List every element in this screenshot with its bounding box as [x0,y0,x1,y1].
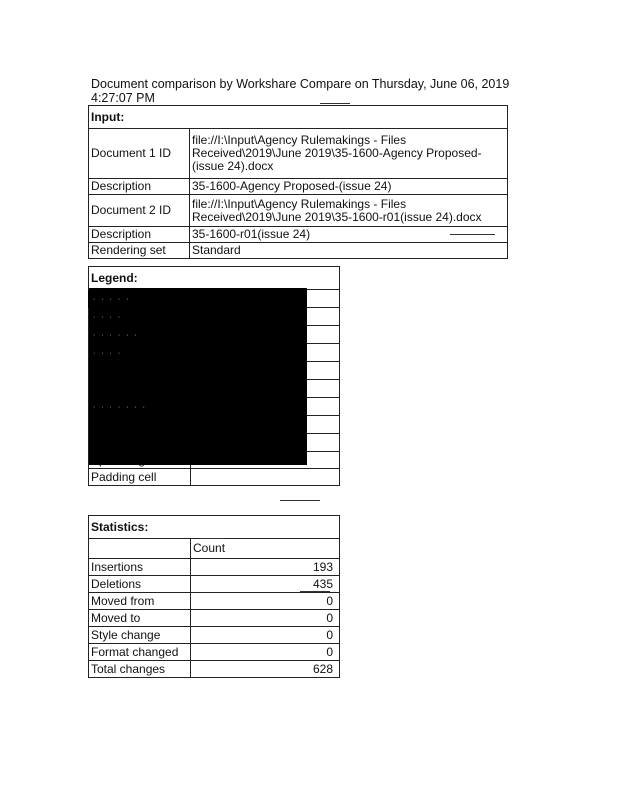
scan-artifact-line [280,500,320,501]
document-2-id-value: file://I:\Input\Agency Rulemakings - Files Received\2019\June 2019\35-1600-r01(issue 24).docx [190,195,508,227]
statistics-header: Statistics: [89,516,340,539]
description-1-label: Description [89,179,190,195]
stat-label-deletions: Deletions [89,576,191,593]
stat-count-moved-to: 0 [191,610,340,627]
stat-count-style-change: 0 [191,627,340,644]
scan-artifact-line [300,591,330,592]
count-column-header: Count [191,539,340,559]
input-header: Input: [89,106,508,129]
stat-label-total-changes: Total changes [89,661,191,678]
stat-count-format-changed: 0 [191,644,340,661]
stat-count-deletions: 435 [191,576,340,593]
scan-artifact-line [320,103,350,104]
statistics-table [88,515,340,678]
stat-label-moved-from: Moved from [89,593,191,610]
stat-count-moved-from: 0 [191,593,340,610]
legend-speck-2: · · · · [93,314,123,321]
legend-speck-4: · · · · [93,350,123,357]
description-2-label: Description [89,227,190,243]
input-table [88,105,508,259]
legend-speck-5: · · · · · · · [93,404,147,411]
scan-artifact-line [200,538,225,539]
document-1-id-value: file://I:\Input\Agency Rulemakings - Files Received\2019\June 2019\35-1600-Agency Proposed-(issue 24).docx [190,129,508,179]
stat-label-moved-to: Moved to [89,610,191,627]
description-2-value: 35-1600-r01(issue 24) [190,227,508,243]
stat-count-insertions: 193 [191,559,340,576]
document-2-id-label: Document 2 ID [89,195,190,227]
legend-padding-cell-label: Padding cell [89,469,191,486]
document-title: Document comparison by Workshare Compare on Thursday, June 06, 2019 4:27:07 PM [91,77,510,105]
legend-header: Legend: [89,267,340,290]
stat-label-insertions: Insertions [89,559,191,576]
scan-artifact-line [450,234,495,235]
description-1-value: 35-1600-Agency Proposed-(issue 24) [190,179,508,195]
rendering-set-value: Standard [190,243,508,259]
stat-label-style-change: Style change [89,627,191,644]
legend-speck-3: · · · · · · [93,332,139,339]
stat-label-format-changed: Format changed [89,644,191,661]
legend-speck-1: · · · · · [93,296,131,303]
stat-count-total-changes: 628 [191,661,340,678]
rendering-set-label: Rendering set [89,243,190,259]
document-1-id-label: Document 1 ID [89,129,190,179]
